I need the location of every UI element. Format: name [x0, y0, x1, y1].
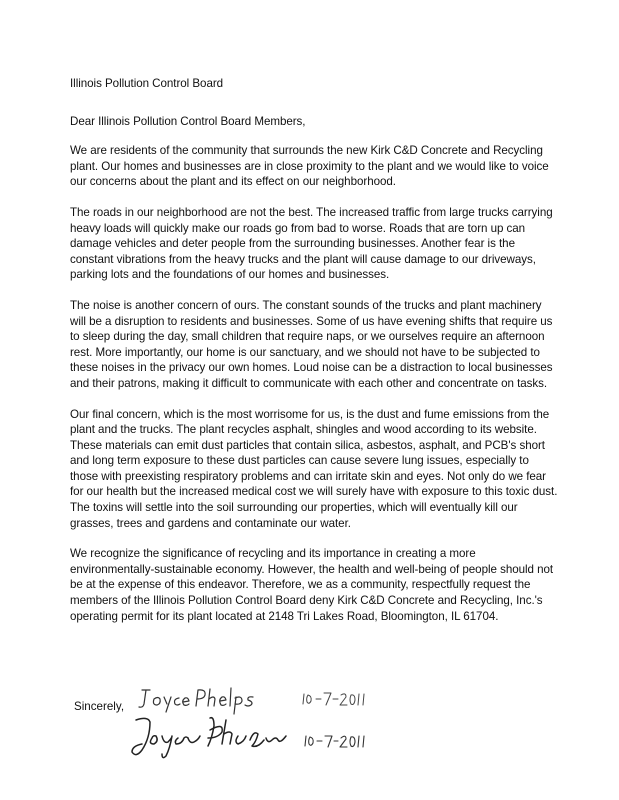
letter-body [70, 76, 558, 639]
paragraph-request: We recognize the significance of recycling and its importance in creating a more environmentally-sustainable economy. However, the health and well-being of people should not be at the expense of this endeavor. Therefore, we as a community, respectfully request the members of the Illinois Pollution Control Board deny Kirk C&D Concrete and Recycling, Inc.'s operating permit for its plant located at 2148 Tri Lakes Road, Bloomington, IL 61704. [70, 547, 554, 623]
signature-drawing [128, 686, 408, 766]
letter-closing: Sincerely, [74, 700, 125, 713]
letter-addressee: Illinois Pollution Control Board [70, 77, 224, 90]
paragraph-noise: The noise is another concern of ours. The constant sounds of the trucks and plant machinery will be a disruption to residents and businesses. Some of us have evening shifts that require us to sleep during the day, small children that require naps, or we ourselves require an afternoon rest. More importantly, our home is our sanctuary, and we should not have to be subjected to these noises in the privacy our own homes. Loud noise can be a distraction to local businesses and their patrons, making it difficult to communicate with each other and concentrate on tasks. [70, 298, 553, 390]
handwritten-signature [128, 686, 408, 766]
paragraph-dust: Our final concern, which is the most worrisome for us, is the dust and fume emissions from the plant and the trucks. The plant recycles asphalt, shingles and wood according to its website. These materials can emit dust particles that contain silica, asbestos, asphalt, and PCB's short and long term exposure to these dust particles can cause severe lung issues, especially to those with preexisting respiratory problems and can irritate skin and eyes. Not only do we fear for our health but the increased medical cost we will surely have with exposure to this toxic dust. The toxins will settle into the soil surrounding our properties, which will eventually kill our grasses, trees and gardens and contaminate our water. [70, 407, 558, 530]
paragraph-intro: We are residents of the community that surrounds the new Kirk C&D Concrete and Recycling plant. Our homes and businesses are in close proximity to the plant and we would like to voice our concerns about the plant and its effect on our neighborhood. [70, 144, 549, 189]
letter-salutation: Dear Illinois Pollution Control Board Members, [70, 114, 306, 128]
paragraph-roads: The roads in our neighborhood are not the best. The increased traffic from large trucks carrying heavy loads will quickly make our roads go from bad to worse. Roads that are torn up can damage vehicles and deter people from the surrounding businesses. Another fear is the constant vibrations from the heavy trucks and the plant will cause damage to our driveways, parking lots and the foundations of our homes and businesses. [70, 205, 553, 282]
